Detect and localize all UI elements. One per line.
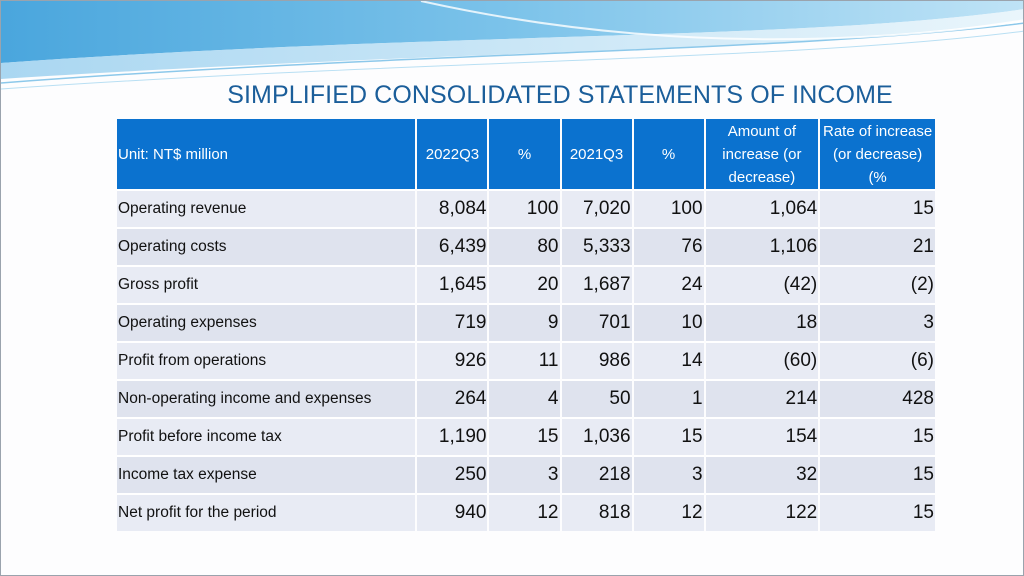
cell-2021q3: 218	[562, 455, 632, 493]
cell-2022q3: 940	[417, 493, 487, 531]
cell-2021q3: 7,020	[562, 189, 632, 227]
row-label: Profit from operations	[117, 341, 415, 379]
cell-percent-2022: 9	[489, 303, 559, 341]
header-rate-change: Rate of increase (or decrease) (%	[820, 119, 935, 189]
cell-2021q3: 5,333	[562, 227, 632, 265]
table-row	[117, 303, 935, 341]
cell-2021q3: 1,036	[562, 417, 632, 455]
cell-rate-change: 15	[820, 417, 935, 455]
cell-percent-2021: 3	[634, 455, 704, 493]
table-row	[117, 265, 935, 303]
cell-2021q3: 701	[562, 303, 632, 341]
row-label: Non-operating income and expenses	[117, 379, 415, 417]
header-2021q3: 2021Q3	[562, 119, 632, 189]
cell-rate-change: 3	[820, 303, 935, 341]
cell-2022q3: 926	[417, 341, 487, 379]
cell-percent-2022: 100	[489, 189, 559, 227]
table-row	[117, 341, 935, 379]
cell-rate-change: 428	[820, 379, 935, 417]
header-percent-2022: %	[489, 119, 559, 189]
cell-percent-2022: 15	[489, 417, 559, 455]
cell-percent-2021: 15	[634, 417, 704, 455]
cell-percent-2021: 1	[634, 379, 704, 417]
cell-2022q3: 719	[417, 303, 487, 341]
cell-percent-2021: 10	[634, 303, 704, 341]
cell-2022q3: 1,190	[417, 417, 487, 455]
cell-2022q3: 250	[417, 455, 487, 493]
cell-2021q3: 1,687	[562, 265, 632, 303]
cell-2022q3: 1,645	[417, 265, 487, 303]
cell-2021q3: 818	[562, 493, 632, 531]
row-label: Income tax expense	[117, 455, 415, 493]
cell-rate-change: 15	[820, 189, 935, 227]
row-label: Profit before income tax	[117, 417, 415, 455]
table-row	[117, 227, 935, 265]
cell-percent-2021: 100	[634, 189, 704, 227]
table-row	[117, 493, 935, 531]
row-label: Gross profit	[117, 265, 415, 303]
cell-amount-change: 154	[706, 417, 819, 455]
row-label: Operating expenses	[117, 303, 415, 341]
cell-rate-change: (6)	[820, 341, 935, 379]
table-row	[117, 417, 935, 455]
cell-percent-2022: 11	[489, 341, 559, 379]
header-amount-change: Amount of increase (or decrease)	[706, 119, 819, 189]
cell-percent-2021: 12	[634, 493, 704, 531]
cell-rate-change: (2)	[820, 265, 935, 303]
cell-amount-change: 18	[706, 303, 819, 341]
income-statement-table	[115, 119, 937, 531]
cell-percent-2021: 76	[634, 227, 704, 265]
cell-2021q3: 50	[562, 379, 632, 417]
cell-rate-change: 21	[820, 227, 935, 265]
cell-amount-change: (42)	[706, 265, 819, 303]
page-title: SIMPLIFIED CONSOLIDATED STATEMENTS OF INCOME	[227, 81, 893, 109]
table-row	[117, 189, 935, 227]
cell-amount-change: 1,106	[706, 227, 819, 265]
table-header-row	[117, 119, 935, 189]
cell-percent-2021: 14	[634, 341, 704, 379]
cell-percent-2021: 24	[634, 265, 704, 303]
row-label: Operating revenue	[117, 189, 415, 227]
cell-amount-change: (60)	[706, 341, 819, 379]
row-label: Operating costs	[117, 227, 415, 265]
table-row	[117, 455, 935, 493]
cell-percent-2022: 3	[489, 455, 559, 493]
cell-amount-change: 122	[706, 493, 819, 531]
table-row	[117, 379, 935, 417]
cell-2022q3: 8,084	[417, 189, 487, 227]
header-2022q3: 2022Q3	[417, 119, 487, 189]
cell-percent-2022: 20	[489, 265, 559, 303]
row-label: Net profit for the period	[117, 493, 415, 531]
cell-amount-change: 1,064	[706, 189, 819, 227]
cell-2021q3: 986	[562, 341, 632, 379]
cell-amount-change: 214	[706, 379, 819, 417]
header-percent-2021: %	[634, 119, 704, 189]
cell-percent-2022: 4	[489, 379, 559, 417]
cell-percent-2022: 12	[489, 493, 559, 531]
cell-rate-change: 15	[820, 455, 935, 493]
cell-2022q3: 264	[417, 379, 487, 417]
cell-rate-change: 15	[820, 493, 935, 531]
cell-amount-change: 32	[706, 455, 819, 493]
cell-percent-2022: 80	[489, 227, 559, 265]
header-unit: Unit: NT$ million	[117, 119, 415, 189]
cell-2022q3: 6,439	[417, 227, 487, 265]
